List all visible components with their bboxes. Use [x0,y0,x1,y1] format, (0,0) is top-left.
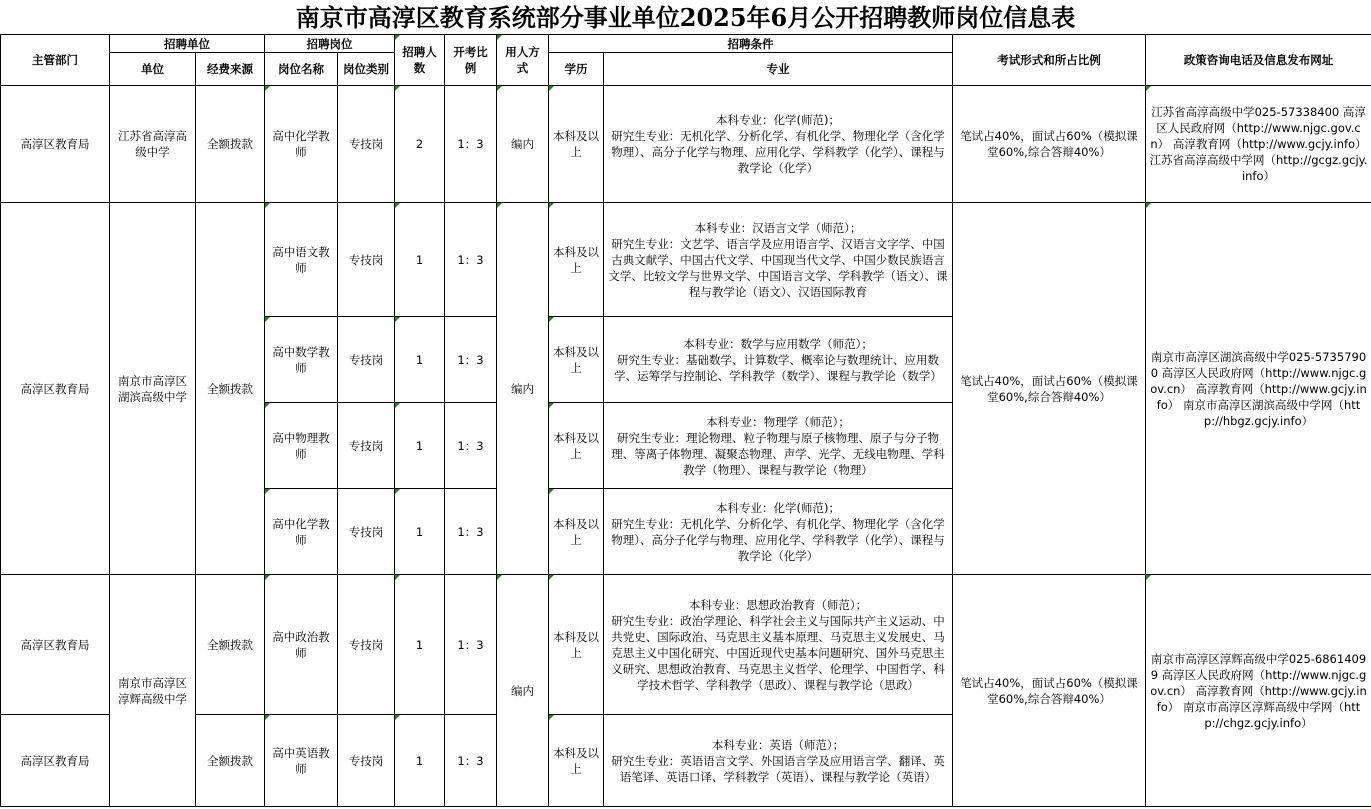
cell-major: 本科专业：物理学（师范）； 研究生专业：理论物理、粒子物理与原子核物理、原子与分子物理、等离子体物理、凝聚态物理、声学、光学、无线电物理、学科教学（物理）、课程与教学论（物理） [604,403,953,489]
header-employ: 用人方式 [497,35,549,86]
cell-dept: 高淳区教育局 [1,86,110,203]
cell-major: 本科专业：数学与应用数学（师范）； 研究生专业：基础数学、计算数学、概率论与数理统计、应用数学、运筹学与控制论、学科教学（数学）、课程与教学论（数学） [604,317,953,403]
header-major: 专业 [604,53,953,86]
cell-post-name: 高中化学教师 [265,489,338,575]
cell-major: 本科专业：化学(师范)； 研究生专业：无机化学、分析化学、有机化学、物理化学（含化学物理）、高分子化学与物理、应用化学、学科教学（化学）、课程与教学论（化学） [604,86,953,203]
cell-post-type: 专技岗 [338,575,395,715]
cell-ratio: 1：3 [445,86,497,203]
cell-post-type: 专技岗 [338,715,395,807]
cell-funding: 全额拨款 [196,86,265,203]
cell-ratio: 1：3 [445,317,497,403]
cell-dept: 高淳区教育局 [1,575,110,715]
header-dept: 主管部门 [1,35,110,86]
cell-post-type: 专技岗 [338,203,395,317]
table-row [1,86,1371,203]
cell-post-type: 专技岗 [338,489,395,575]
cell-major: 本科专业：化学(师范)； 研究生专业：无机化学、分析化学、有机化学、物理化学（含化学物理）、高分子化学与物理、应用化学、学科教学（化学）、课程与教学论（化学） [604,489,953,575]
cell-employ: 编内 [497,203,549,575]
cell-major: 本科专业：思想政治教育（师范）； 研究生专业：政治学理论、科学社会主义与国际共产主义运动、中共党史、国际政治、马克思主义基本原理、马克思主义发展史、马克思主义中国化研究、中国近现代史基本问题研究、国外马克思主义研究、思想政治教育、马克思主义哲学、伦理学、中国哲学、科学技术哲学、学科教学（思政）、课程与教学论（思政） [604,575,953,715]
header-funding: 经费来源 [196,53,265,86]
cell-ratio: 1：3 [445,403,497,489]
header-exam: 考试形式和所占比例 [953,35,1146,86]
cell-exam: 笔试占40%，面试占60%（模拟课堂60%,综合答辩40%） [953,203,1146,575]
header-contact: 政策咨询电话及信息发布网址 [1146,35,1371,86]
recruitment-table [0,34,1371,807]
cell-count: 1 [395,575,445,715]
cell-unit: 江苏省高淳高级中学 [110,86,196,203]
header-post-group: 招聘岗位 [265,35,395,53]
cell-ratio: 1：3 [445,715,497,807]
header-post-name: 岗位名称 [265,53,338,86]
cell-ratio: 1：3 [445,575,497,715]
cell-funding: 全额拨款 [196,203,265,575]
cell-edu: 本科及以上 [549,715,604,807]
cell-ratio: 1：3 [445,203,497,317]
cell-edu: 本科及以上 [549,575,604,715]
cell-contact: 南京市高淳区淳辉高级中学025-68614099 高淳区人民政府网（http://www.njgc.gov.cn） 高淳教育网（http://www.gcjy.info） 南京市高淳区淳辉高级中学网（http://chgz.gcjy.info） [1146,575,1371,807]
cell-major: 本科专业：英语（师范）； 研究生专业：英语语言文学、外国语言学及应用语言学、翻译、英语笔译、英语口译、学科教学（英语）、课程与教学论（英语） [604,715,953,807]
cell-funding: 全额拨款 [196,715,265,807]
cell-count: 1 [395,203,445,317]
cell-contact: 江苏省高淳高级中学025-57338400 高淳区人民政府网（http://www.njgc.gov.cn） 高淳教育网（http://www.gcjy.info） 江苏省高淳高级中学网（http://gcgz.gcjy.info） [1146,86,1371,203]
cell-funding: 全额拨款 [196,575,265,715]
table-row [1,575,1371,715]
cell-count: 2 [395,86,445,203]
cell-edu: 本科及以上 [549,86,604,203]
cell-exam: 笔试占40%，面试占60%（模拟课堂60%,综合答辩40%） [953,86,1146,203]
header-post-type: 岗位类别 [338,53,395,86]
cell-major: 本科专业：汉语言文学（师范）； 研究生专业：文艺学、语言学及应用语言学、汉语言文字学、中国古典文献学、中国古代文学、中国现当代文学、中国少数民族语言文学、比较文学与世界文学、中国语言文学、学科教学（语文）、课程与教学论（语文）、汉语国际教育 [604,203,953,317]
header-conditions-group: 招聘条件 [549,35,953,53]
header-unit: 单位 [110,53,196,86]
cell-ratio: 1：3 [445,489,497,575]
cell-post-type: 专技岗 [338,86,395,203]
cell-edu: 本科及以上 [549,317,604,403]
cell-count: 1 [395,317,445,403]
cell-edu: 本科及以上 [549,203,604,317]
cell-dept: 高淳区教育局 [1,715,110,807]
cell-contact: 南京市高淳区湖滨高级中学025-57357900 高淳区人民政府网（http://www.njgc.gov.cn） 高淳教育网（http://www.gcjy.info） 南京市高淳区湖滨高级中学网（http://hbgz.gcjy.info） [1146,203,1371,575]
cell-post-type: 专技岗 [338,317,395,403]
cell-post-name: 高中物理教师 [265,403,338,489]
cell-employ: 编内 [497,86,549,203]
cell-employ: 编内 [497,575,549,807]
header-unit-group: 招聘单位 [110,35,265,53]
cell-post-name: 高中数学教师 [265,317,338,403]
header-ratio: 开考比例 [445,35,497,86]
cell-count: 1 [395,403,445,489]
cell-count: 1 [395,715,445,807]
table-row [1,203,1371,317]
cell-post-type: 专技岗 [338,403,395,489]
cell-post-name: 高中英语教师 [265,715,338,807]
cell-post-name: 高中化学教师 [265,86,338,203]
cell-post-name: 高中语文教师 [265,203,338,317]
header-edu: 学历 [549,53,604,86]
cell-dept: 高淳区教育局 [1,203,110,575]
cell-count: 1 [395,489,445,575]
cell-post-name: 高中政治教师 [265,575,338,715]
cell-unit: 南京市高淳区湖滨高级中学 [110,203,196,575]
cell-edu: 本科及以上 [549,489,604,575]
header-count: 招聘人数 [395,35,445,86]
cell-edu: 本科及以上 [549,403,604,489]
cell-unit: 南京市高淳区淳辉高级中学 [110,575,196,807]
page-title: 南京市高淳区教育系统部分事业单位2025年6月公开招聘教师岗位信息表 [295,3,1076,32]
cell-exam: 笔试占40%，面试占60%（模拟课堂60%,综合答辩40%） [953,575,1146,807]
